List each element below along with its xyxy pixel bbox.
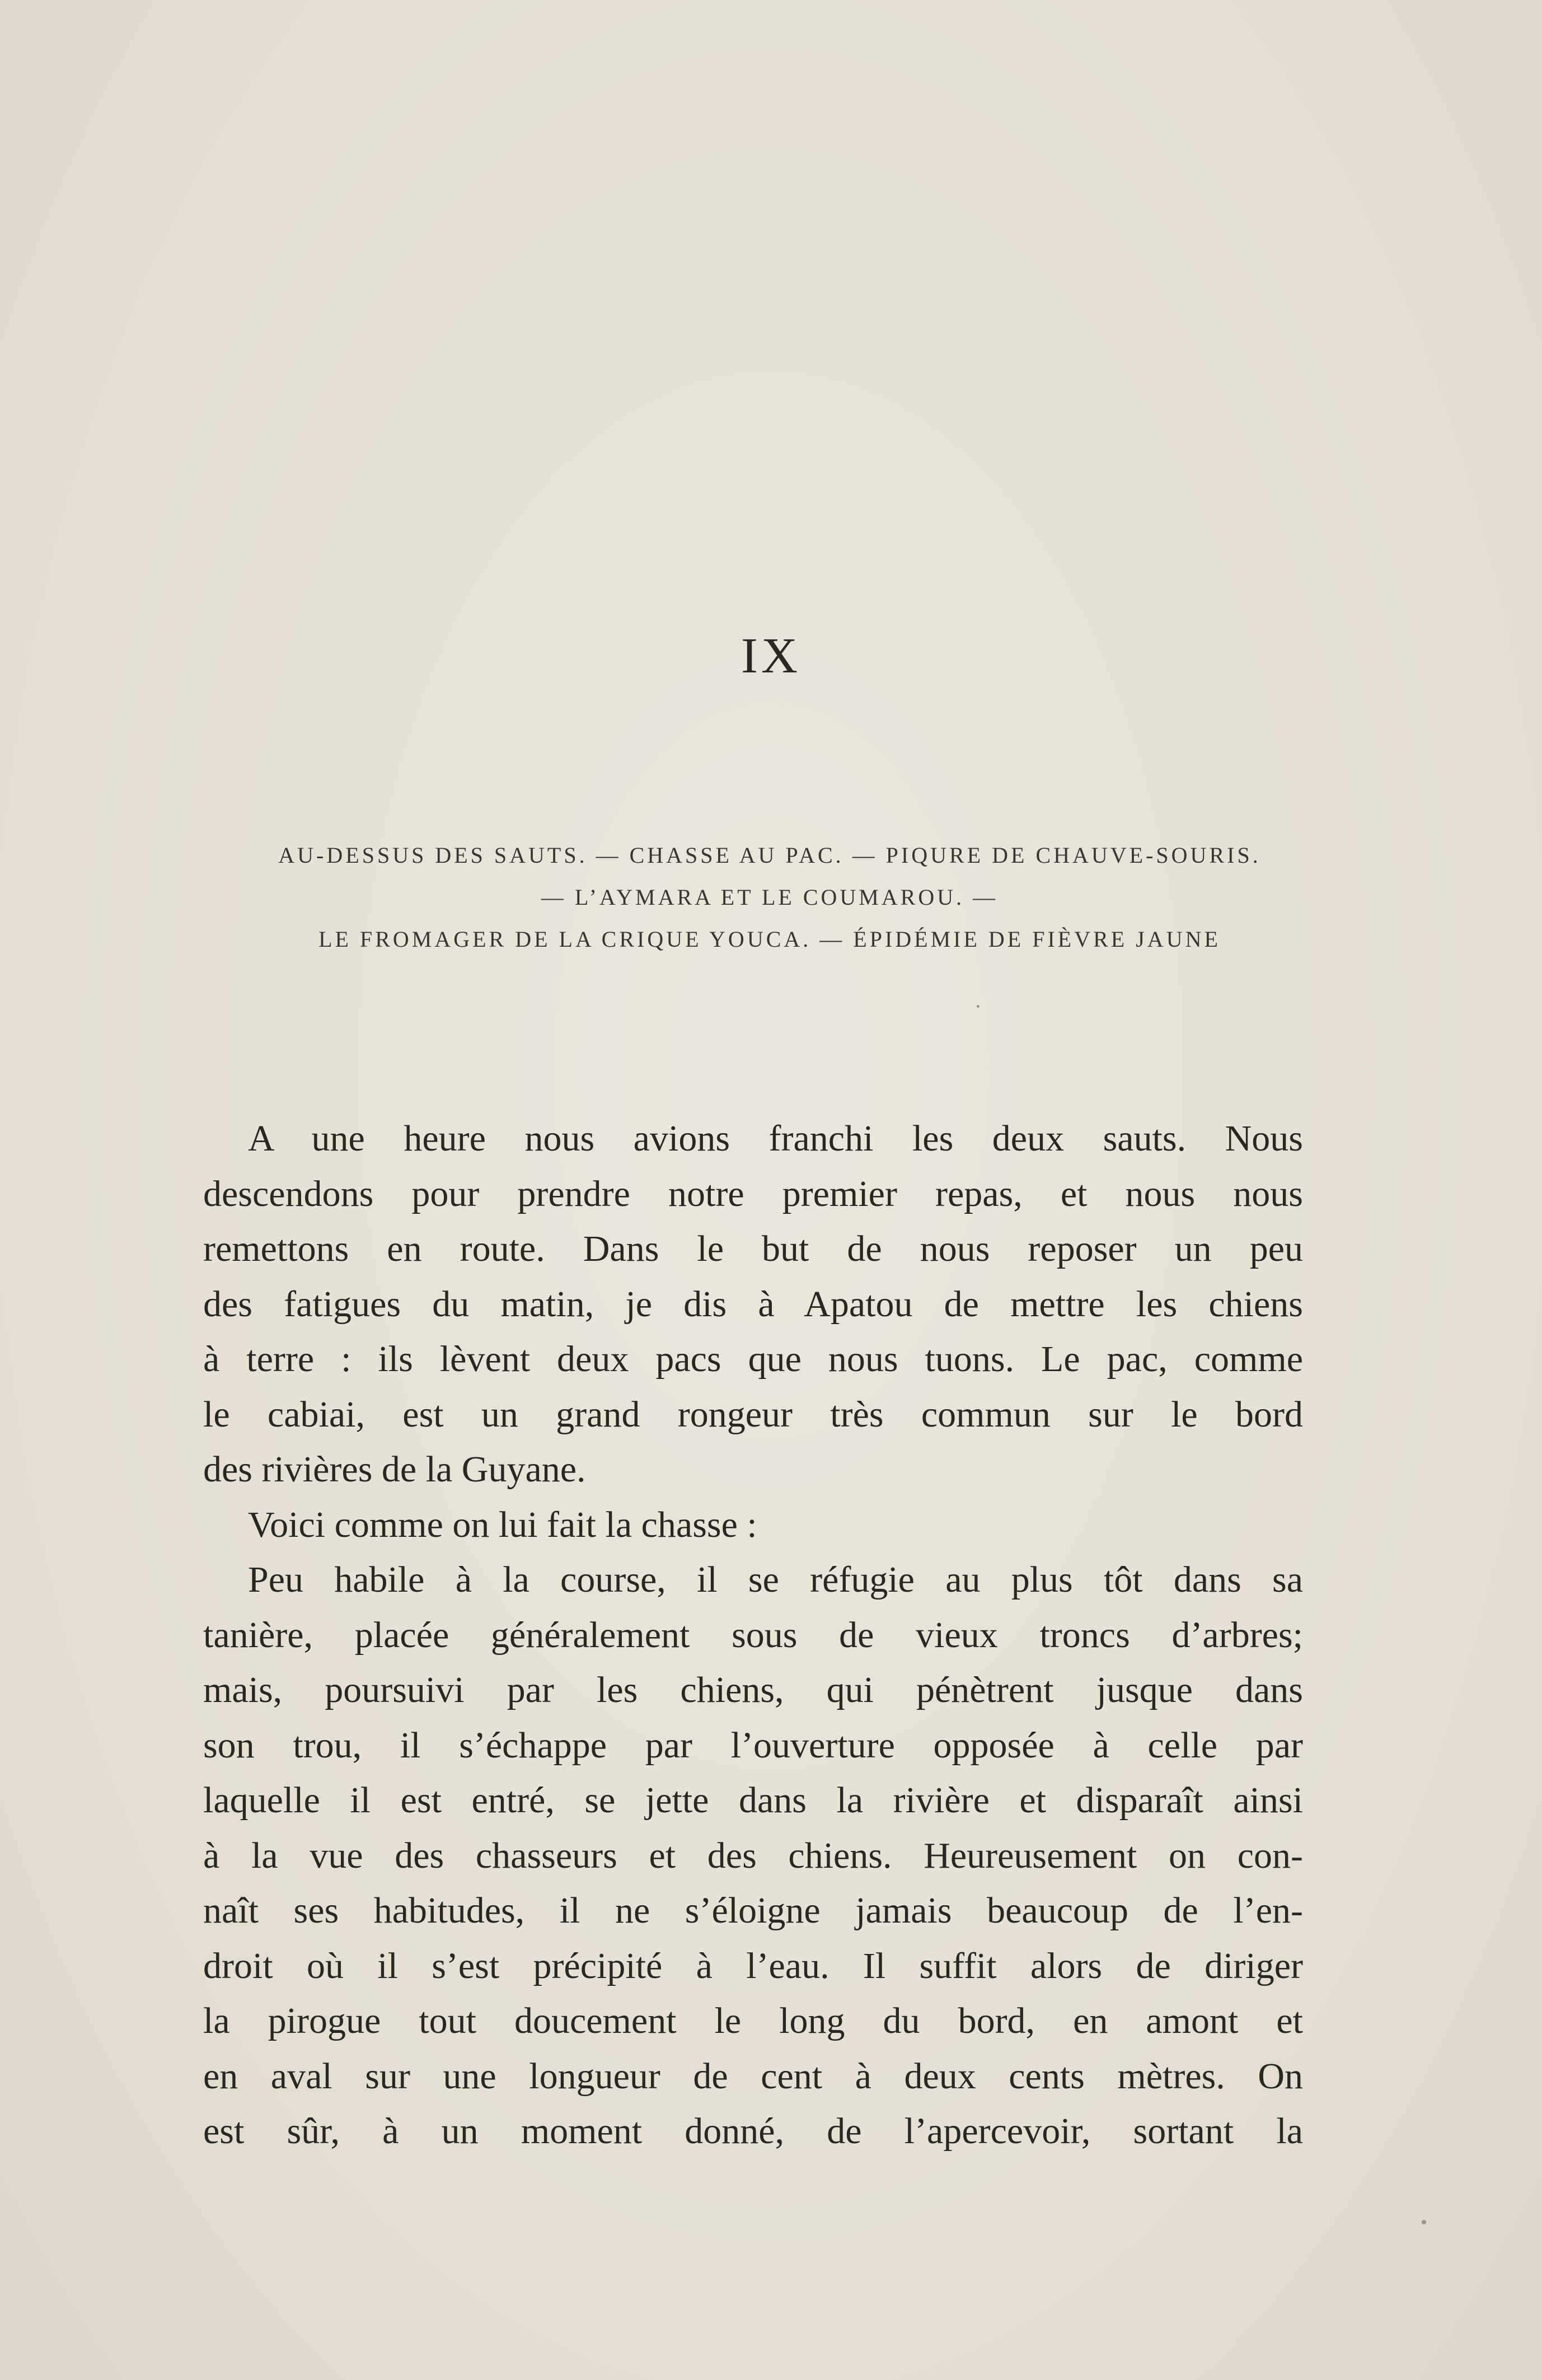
- text-line: remettons en route. Dans le but de nous reposer un peu: [203, 1228, 1303, 1269]
- text-line: naît ses habitudes, il ne s’éloigne jamais beaucoup de l’en-: [203, 1890, 1303, 1931]
- text-line: son trou, il s’échappe par l’ouverture opposée à celle par: [203, 1724, 1303, 1766]
- text-line: à la vue des chasseurs et des chiens. Heureusement on con-: [203, 1835, 1303, 1876]
- body-text: [203, 1111, 1303, 2159]
- text-line: à terre : ils lèvent deux pacs que nous tuons. Le pac, comme: [203, 1339, 1303, 1380]
- text-line: Peu habile à la course, il se réfugie au plus tôt dans sa: [248, 1559, 1303, 1600]
- text-line: le cabiai, est un grand rongeur très commun sur le bord: [203, 1394, 1303, 1435]
- paper-speck: [977, 1005, 979, 1008]
- summary-line: AU-DESSUS DES SAUTS. — CHASSE AU PAC. — PIQURE DE CHAUVE-SOURIS.: [278, 843, 1261, 868]
- summary-line: — L’AYMARA ET LE COUMAROU. —: [541, 885, 999, 910]
- text-line: laquelle il est entré, se jette dans la rivière et disparaît ainsi: [203, 1780, 1303, 1821]
- text-line: des fatigues du matin, je dis à Apatou de mettre les chiens: [203, 1283, 1303, 1325]
- paper-speck: [1422, 2220, 1426, 2224]
- text-line: des rivières de la Guyane.: [203, 1449, 586, 1490]
- text-line: mais, poursuivi par les chiens, qui pénètrent jusque dans: [203, 1670, 1303, 1710]
- chapter-number: IX: [741, 628, 801, 684]
- text-line: Voici comme on lui fait la chasse :: [248, 1504, 757, 1545]
- text-line: est sûr, à un moment donné, de l’apercevoir, sortant la: [203, 2111, 1303, 2152]
- text-line: A une heure nous avions franchi les deux sauts. Nous: [248, 1118, 1303, 1159]
- text-line: droit où il s’est précipité à l’eau. Il suffit alors de diriger: [203, 1945, 1303, 1986]
- text-line: en aval sur une longueur de cent à deux cents mètres. On: [203, 2055, 1303, 2097]
- text-line: descendons pour prendre notre premier repas, et nous nous: [203, 1173, 1303, 1214]
- text-line: la pirogue tout doucement le long du bord, en amont et: [203, 2000, 1303, 2041]
- text-line: tanière, placée généralement sous de vieux troncs d’arbres;: [203, 1614, 1303, 1656]
- chapter-summary: [168, 834, 1371, 960]
- summary-line: LE FROMAGER DE LA CRIQUE YOUCA. — ÉPIDÉMIE DE FIÈVRE JAUNE: [318, 927, 1221, 952]
